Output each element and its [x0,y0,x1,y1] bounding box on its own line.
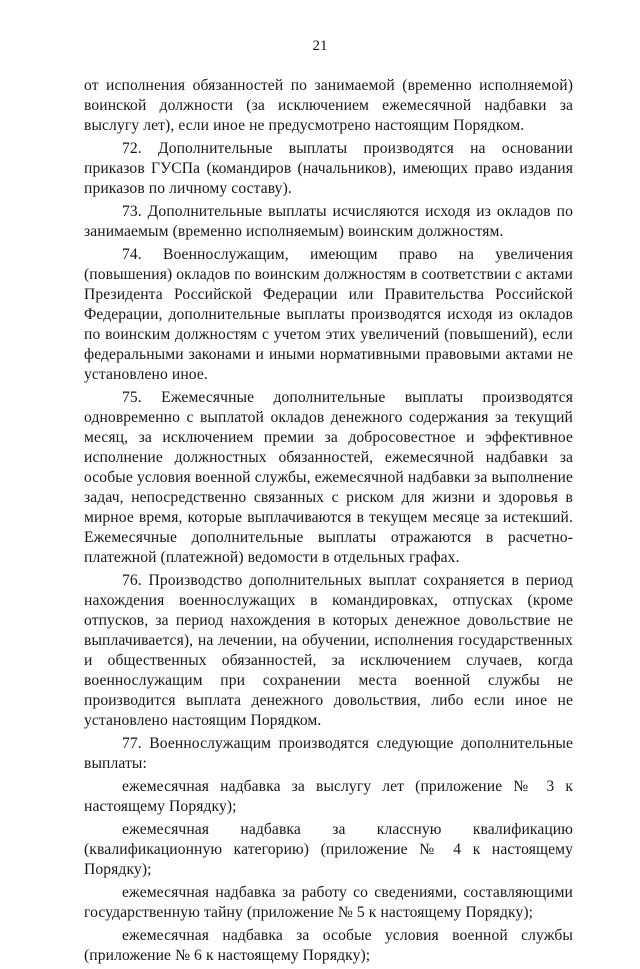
paragraph-72: 72. Дополнительные выплаты производятся на основании приказов ГУСПа (командиров (начальников), имеющих право издания приказов по личному составу). [84,140,573,197]
paragraph-77: 77. Военнослужащим производятся следующие дополнительные выплаты: [84,735,573,772]
list-item-qualification-allowance: ежемесячная надбавка за классную квалификацию (квалификационную категорию) (приложение № 4 к настоящему Порядку); [84,821,573,878]
document-body [84,76,573,969]
paragraph-73: 73. Дополнительные выплаты исчисляются исходя из окладов по занимаемым (временно исполняемым) воинским должностям. [84,203,573,240]
paragraph-75: 75. Ежемесячные дополнительные выплаты производятся одновременно с выплатой окладов денежного содержания за текущий месяц, за исключением премии за добросовестное и эффективное исполнение должностных обязанностей, ежемесячной надбавки за особые условия военной службы, ежемесячной надбавки за выполнение задач, непосредственно связанных с риском для жизни и здоровья в мирное время, которые выплачиваются в текущем месяце за истекший. Ежемесячные дополнительные выплаты отражаются в расчетно-платежной (платежной) ведомости в отдельных графах. [84,389,573,566]
list-item-special-conditions-allowance: ежемесячная надбавка за особые условия военной службы (приложение № 6 к настоящему Порядку); [84,927,573,964]
paragraph-76: 76. Производство дополнительных выплат сохраняется в период нахождения военнослужащих в командировках, отпусках (кроме отпусков, за период нахождения в которых денежное довольствие не выплачивается), на лечении, на обучении, исполнения государственных и общественных обязанностей, за исключением случаев, когда военнослужащим при сохранении места военной службы не производится выплата денежного довольствия, либо если иное не установлено настоящим Порядком. [84,572,573,729]
paragraph-71-continuation: от исполнения обязанностей по занимаемой (временно исполняемой) воинской должности (за исключением ежемесячной надбавки за выслугу лет), если иное не предусмотрено настоящим Порядком. [84,77,573,134]
list-item-state-secret-allowance: ежемесячная надбавка за работу со сведениями, составляющими государственную тайну (приложение № 5 к настоящему Порядку); [84,884,573,921]
list-item-seniority-allowance: ежемесячная надбавка за выслугу лет (приложение № 3 к настоящему Порядку); [84,778,573,815]
page-number: 21 [312,38,328,54]
paragraph-74: 74. Военнослужащим, имеющим право на увеличения (повышения) окладов по воинским должностям в соответствии с актами Президента Российской Федерации или Правительства Российской Федерации, дополнительные выплаты производятся исходя из окладов по воинским должностям с учетом этих увеличений (повышений), если федеральными законами и иными нормативными правовыми актами не установлено иное. [84,246,573,383]
